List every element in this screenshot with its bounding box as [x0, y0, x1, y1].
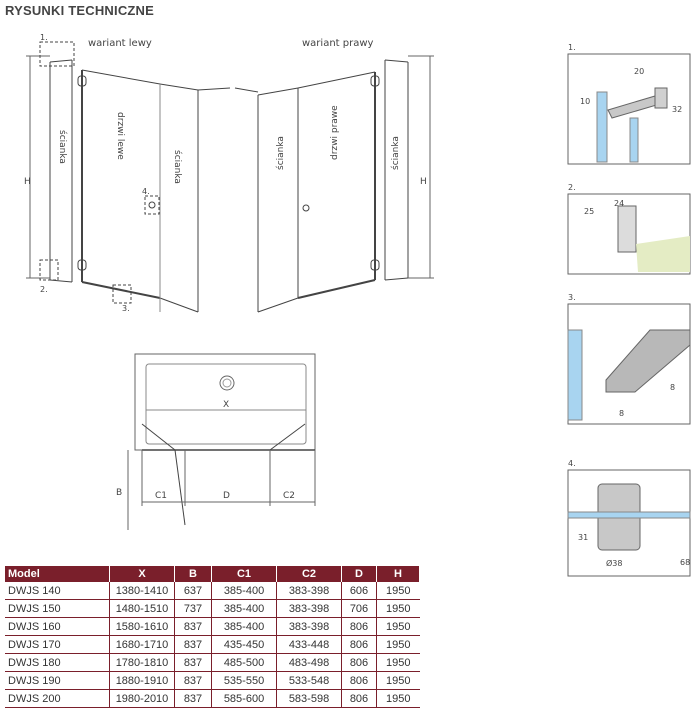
- spec-table: [5, 566, 420, 708]
- height-label-right: H: [420, 177, 427, 187]
- plan-d-label: D: [223, 491, 230, 501]
- label-door-left: drzwi lewe: [115, 112, 125, 160]
- cell: 806: [342, 654, 377, 672]
- col-c2: C2: [277, 566, 342, 582]
- cell: 1480-1510: [110, 600, 175, 618]
- cell: 1380-1410: [110, 582, 175, 600]
- label-wall-left-2: ścianka: [172, 150, 182, 184]
- col-c1: C1: [212, 566, 277, 582]
- table-row: [5, 690, 420, 708]
- plan-b-label: B: [116, 488, 123, 498]
- cell: 806: [342, 672, 377, 690]
- cell: 383-398: [277, 600, 342, 618]
- cell: 533-548: [277, 672, 342, 690]
- cell: 435-450: [212, 636, 277, 654]
- cell: 837: [175, 636, 212, 654]
- cell: 585-600: [212, 690, 277, 708]
- table-row: [5, 672, 420, 690]
- cell: 1950: [377, 690, 420, 708]
- label-wall-right-2: ścianka: [391, 136, 401, 170]
- cell: 1950: [377, 654, 420, 672]
- detail2-dim-a: 24: [614, 199, 625, 208]
- cell: 583-598: [277, 690, 342, 708]
- label-door-right: drzwi prawe: [330, 105, 340, 160]
- detail4-label: 4.: [568, 459, 576, 468]
- cell: 1580-1610: [110, 618, 175, 636]
- col-b: B: [175, 566, 212, 582]
- cell: 1780-1810: [110, 654, 175, 672]
- detail3-dim-b: 8: [670, 383, 676, 392]
- cell: 837: [175, 690, 212, 708]
- col-h: H: [377, 566, 420, 582]
- cell: 1980-2010: [110, 690, 175, 708]
- cell: DWJS 180: [5, 654, 110, 672]
- cell: 806: [342, 618, 377, 636]
- cell: 383-398: [277, 618, 342, 636]
- cell: DWJS 170: [5, 636, 110, 654]
- cell: 1950: [377, 636, 420, 654]
- table-row: [5, 582, 420, 600]
- col-x: X: [110, 566, 175, 582]
- cell: 606: [342, 582, 377, 600]
- cell: 1950: [377, 618, 420, 636]
- variant-right-label: wariant prawy: [302, 38, 374, 49]
- cell: DWJS 190: [5, 672, 110, 690]
- detail2-label: 2.: [568, 183, 576, 192]
- cell: 385-400: [212, 600, 277, 618]
- callout-4-label: 4.: [142, 187, 150, 196]
- detail3-label: 3.: [568, 293, 576, 302]
- label-wall-left: ścianka: [57, 130, 67, 164]
- table-row: [5, 600, 420, 618]
- page-title: RYSUNKI TECHNICZNE: [5, 3, 155, 18]
- cell: 483-498: [277, 654, 342, 672]
- detail1-dim-b: 10: [580, 97, 591, 106]
- cell: DWJS 140: [5, 582, 110, 600]
- cell: 1950: [377, 600, 420, 618]
- plan-c1-label: C1: [155, 491, 168, 501]
- spec-header-row: [5, 566, 420, 582]
- cell: 706: [342, 600, 377, 618]
- plan-c2-label: C2: [283, 491, 296, 501]
- cell: DWJS 150: [5, 600, 110, 618]
- table-row: [5, 654, 420, 672]
- variant-left-label: wariant lewy: [88, 38, 152, 49]
- detail3-dim-a: 8: [619, 409, 625, 418]
- detail4-dim-c: Ø38: [606, 559, 623, 568]
- cell: 806: [342, 636, 377, 654]
- cell: 433-448: [277, 636, 342, 654]
- detail4-dim-a: 31: [578, 533, 589, 542]
- cell: 535-550: [212, 672, 277, 690]
- callout-1-label: 1.: [40, 33, 48, 42]
- plan-x-label: X: [223, 400, 230, 410]
- cell: 1880-1910: [110, 672, 175, 690]
- label-wall-right: ścianka: [276, 136, 286, 170]
- cell: 1950: [377, 582, 420, 600]
- cell: 637: [175, 582, 212, 600]
- table-row: [5, 618, 420, 636]
- cell: 737: [175, 600, 212, 618]
- cell: 837: [175, 654, 212, 672]
- cell: 383-398: [277, 582, 342, 600]
- detail4-dim-b: 68: [680, 558, 691, 567]
- cell: 806: [342, 690, 377, 708]
- table-row: [5, 636, 420, 654]
- callout-2-label: 2.: [40, 285, 48, 294]
- detail1-dim-c: 32: [672, 105, 683, 114]
- cell: 485-500: [212, 654, 277, 672]
- col-model: Model: [5, 566, 110, 582]
- cell: 1950: [377, 672, 420, 690]
- cell: DWJS 200: [5, 690, 110, 708]
- detail2-dim-b: 25: [584, 207, 595, 216]
- cell: 385-400: [212, 618, 277, 636]
- callout-3-label: 3.: [122, 304, 130, 313]
- cell: 385-400: [212, 582, 277, 600]
- col-d: D: [342, 566, 377, 582]
- detail1-dim-a: 20: [634, 67, 645, 76]
- detail1-label: 1.: [568, 43, 576, 52]
- cell: DWJS 160: [5, 618, 110, 636]
- cell: 1680-1710: [110, 636, 175, 654]
- cell: 837: [175, 672, 212, 690]
- height-label-left: H: [24, 177, 31, 187]
- cell: 837: [175, 618, 212, 636]
